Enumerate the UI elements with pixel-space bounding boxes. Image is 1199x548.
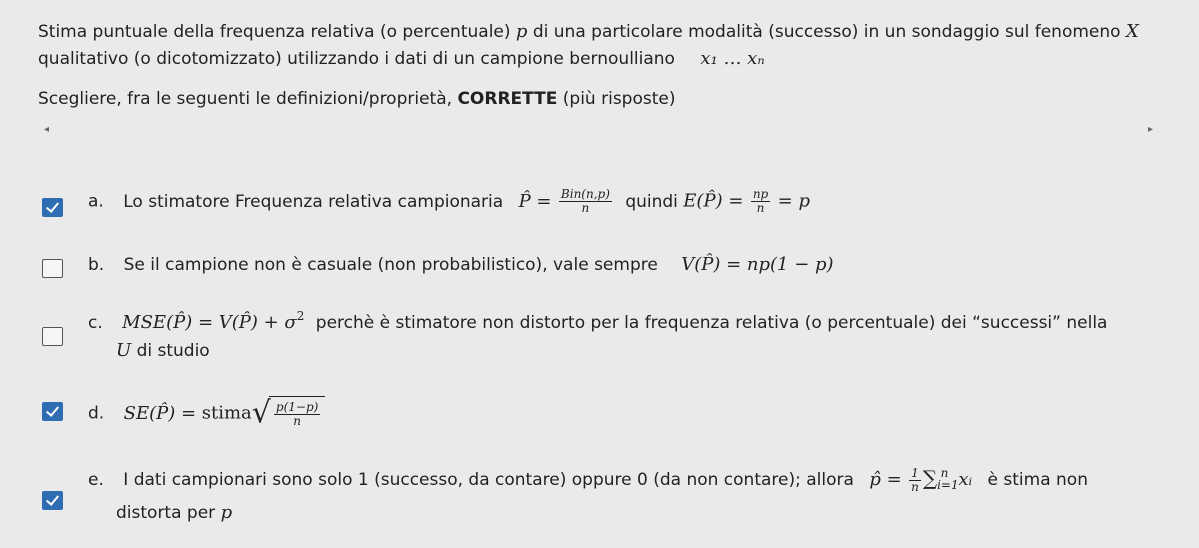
math-sup: 2 [296, 309, 305, 323]
fraction-bin [559, 188, 612, 215]
option-b [88, 254, 834, 276]
option-c-line2 [116, 340, 210, 362]
math-phat-lower: p̂ = [869, 469, 902, 490]
option-letter: c. [88, 313, 103, 333]
math-eq-p: = p [777, 190, 810, 212]
frac-den: n [911, 479, 919, 494]
option-text: Lo stimatore Frequenza relativa campionaria [123, 191, 504, 212]
math-se: SE(P̂) = [123, 402, 202, 424]
checkbox-option-d[interactable] [42, 402, 63, 421]
option-letter: b. [88, 255, 105, 275]
question-text-rest: di una particolare modalità (successo) in un sondaggio sul fenomeno [532, 22, 1121, 42]
fraction-1-n [909, 467, 921, 494]
math-var-p: p [515, 21, 528, 42]
checkbox-option-c[interactable] [42, 327, 63, 346]
option-text: Se il campione non è casuale (non probabilistico), vale sempre [123, 255, 658, 275]
question-text-2: qualitativo (o dicotomizzato) utilizzando i dati di un campione bernoulliano [38, 49, 675, 69]
math-expectation: E(P̂) = [683, 190, 744, 212]
option-d [88, 396, 325, 431]
frac-num: 1 [909, 467, 921, 481]
frac-num: Bin(n,p) [560, 187, 610, 201]
question-line-1 [38, 21, 1139, 43]
option-text-2: di studio [136, 341, 210, 361]
instruction-post: (più risposte) [562, 89, 676, 109]
sqrt-body [269, 396, 325, 431]
fraction-np [751, 188, 770, 215]
instruction [38, 88, 675, 110]
option-e-line2 [116, 502, 232, 524]
math-mse: MSE(P̂) = V(P̂) + σ [122, 312, 297, 333]
instruction-bold: CORRETTE [457, 89, 558, 109]
math-var-X: X [1125, 21, 1139, 42]
option-c-line1 [88, 305, 1107, 334]
frac-den: n [293, 413, 301, 428]
math-word-stima: stima [201, 402, 252, 424]
option-a [88, 188, 810, 215]
option-letter: d. [88, 403, 105, 424]
frac-num: p(1−p) [275, 399, 319, 414]
option-text-2: distorta per [116, 503, 216, 523]
sum-sub: i=1 [937, 478, 959, 492]
option-letter: a. [88, 191, 104, 212]
instruction-text: Scegliere, fra le seguenti le definizioni/proprietà, [38, 89, 453, 109]
fraction-se [274, 401, 320, 428]
frac-den: n [756, 201, 765, 215]
question-line-2 [38, 48, 765, 70]
sum-icon: ∑ [922, 466, 938, 490]
math-variance: V(P̂) = np(1 − p) [681, 254, 834, 275]
math-sample: x₁ … xₙ [700, 48, 765, 69]
sqrt-icon: √ [251, 395, 271, 431]
math-phat: P̂ = [518, 190, 552, 212]
option-text-after: è stima non [987, 470, 1088, 490]
sum-sup: n [940, 466, 949, 480]
frac-den: n [581, 201, 590, 215]
frac-num: np [752, 187, 769, 201]
math-var-p: p [220, 502, 233, 523]
math-var-U: U [116, 340, 132, 361]
option-mid-text: quindi [625, 191, 678, 212]
math-xi: xᵢ [958, 469, 973, 490]
option-letter: e. [88, 470, 104, 490]
checkbox-option-e[interactable] [42, 491, 63, 510]
question-text: Stima puntuale della frequenza relativa (o percentuale) [38, 22, 511, 42]
option-e-line1 [88, 460, 1088, 498]
option-text: perchè è stimatore non distorto per la frequenza relativa (o percentuale) dei “successi” nella [315, 313, 1108, 333]
scroll-right-icon[interactable]: ▸ [1148, 124, 1154, 135]
checkbox-option-b[interactable] [42, 259, 63, 278]
checkbox-option-a[interactable] [42, 198, 63, 217]
scroll-left-icon[interactable]: ◂ [44, 124, 50, 135]
option-text: I dati campionari sono solo 1 (successo, da contare) oppure 0 (da non contare); allora [123, 470, 854, 490]
